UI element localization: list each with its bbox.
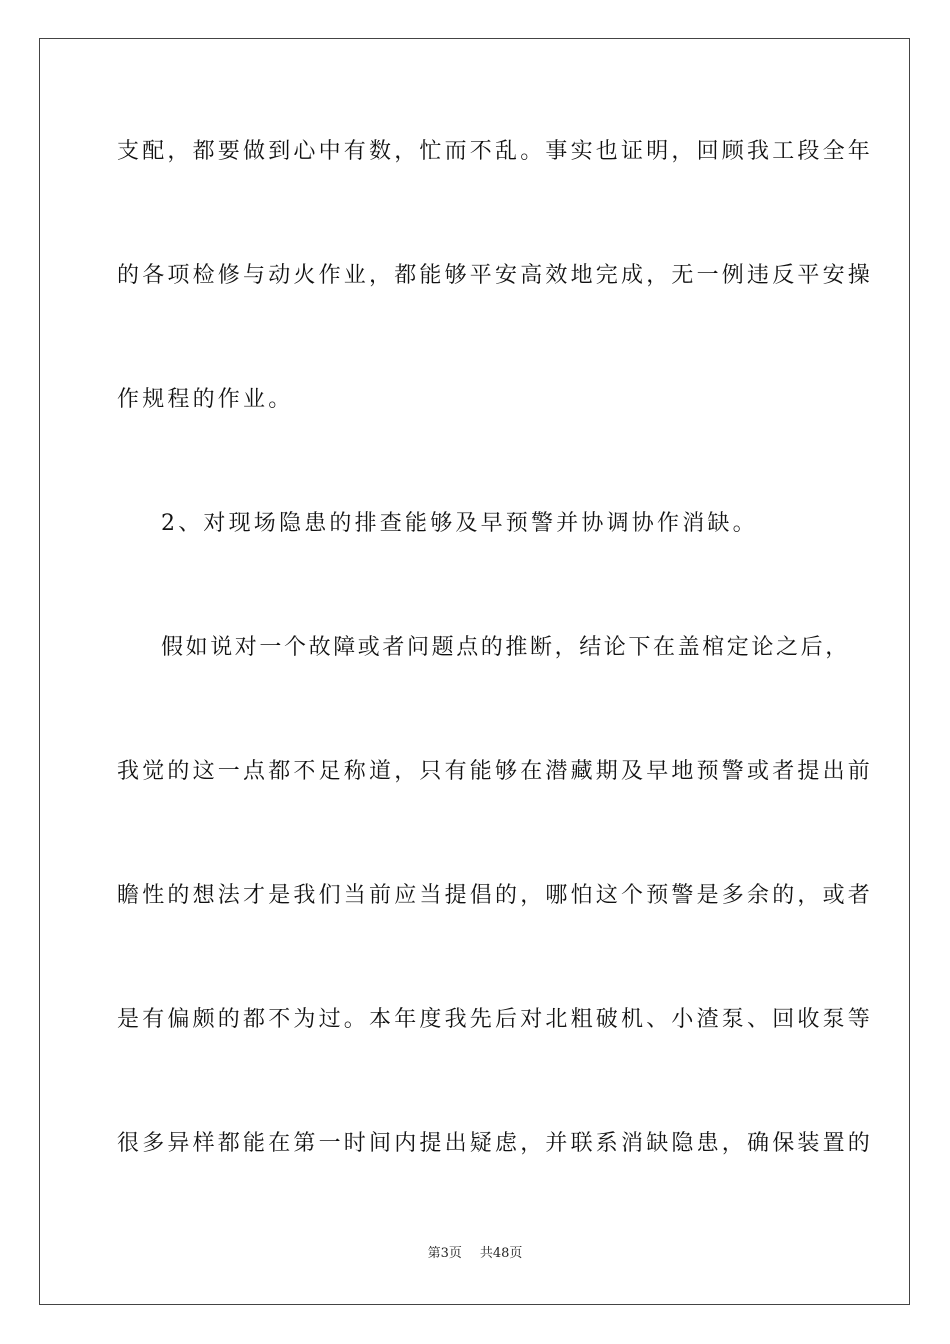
body-line-6: 我觉的这一点都不足称道，只有能够在潜藏期及早地预警或者提出前	[117, 759, 874, 784]
page-footer	[0, 1245, 950, 1263]
body-line-9: 很多异样都能在第一时间内提出疑虑，并联系消缺隐患，确保装置的	[117, 1131, 874, 1156]
page-number: 第3页	[427, 1246, 462, 1261]
body-line-8: 是有偏颇的都不为过。本年度我先后对北粗破机、小渣泵、回收泵等	[117, 1007, 874, 1032]
body-line-1: 支配，都要做到心中有数，忙而不乱。事实也证明，回顾我工段全年	[117, 139, 874, 164]
body-line-2: 的各项检修与动火作业，都能够平安高效地完成，无一例违反平安操	[117, 263, 874, 288]
body-line-7: 瞻性的想法才是我们当前应当提倡的，哪怕这个预警是多余的，或者	[117, 883, 874, 908]
body-line-3: 作规程的作业。	[117, 387, 294, 412]
section-heading-2: 2、对现场隐患的排查能够及早预警并协调协作消缺。	[161, 511, 758, 536]
total-pages: 共48页	[479, 1246, 523, 1261]
body-line-5: 假如说对一个故障或者问题点的推断，结论下在盖棺定论之后，	[161, 635, 850, 660]
page-border	[39, 38, 910, 1305]
